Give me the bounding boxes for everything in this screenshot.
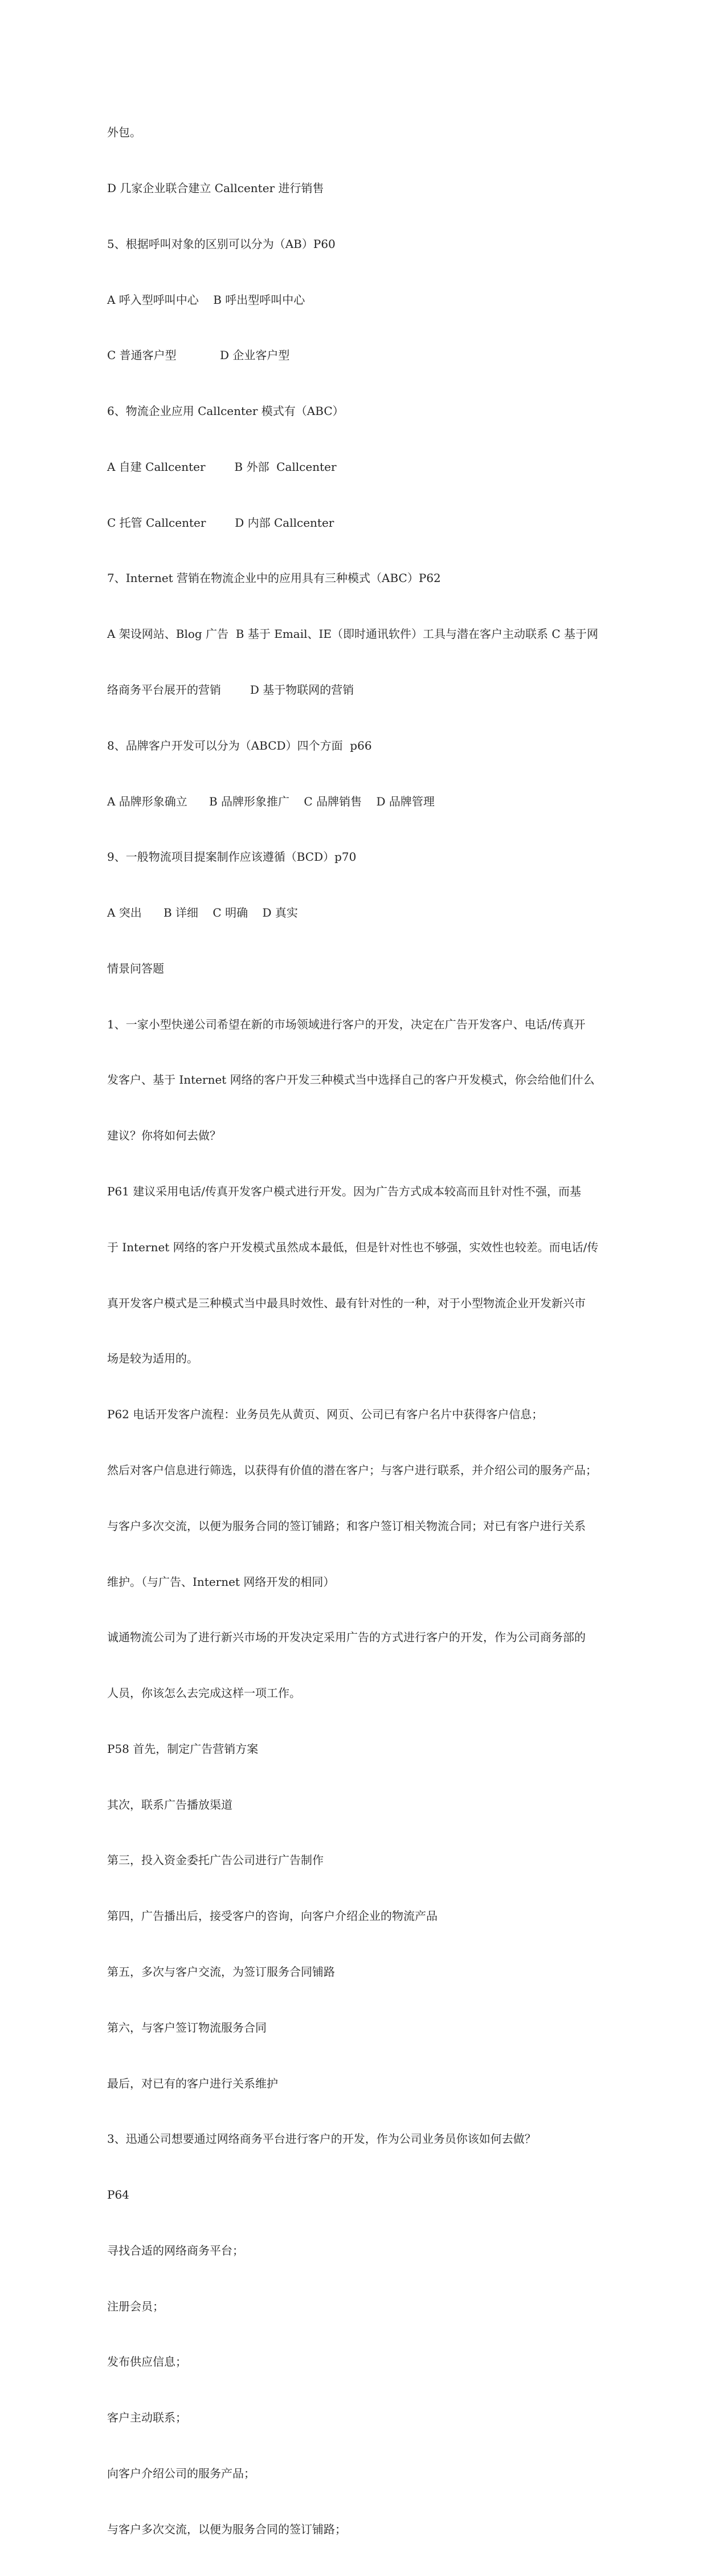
question-line: 发客户、基于 Internet 网络的客户开发三种模式当中选择自己的客户开发模式，你会给他们什么	[107, 1073, 595, 1087]
answer-line: 于 Internet 网络的客户开发模式虽然成本最低，但是针对性也不够强，实效性也较差。而电话/传	[107, 1240, 599, 1254]
option-line: A 架设网站、Blog 广告 B 基于 Email、IE（即时通讯软件）工具与潜在客户主动联系 C 基于网	[107, 627, 599, 641]
answer-line: P61 建议采用电话/传真开发客户模式进行开发。因为广告方式成本较高而且针对性不强，而基	[107, 1185, 582, 1199]
question-line: 1、一家小型快递公司希望在新的市场领域进行客户的开发，决定在广告开发客户、电话/传真开	[107, 1017, 586, 1031]
question-line: 7、Internet 营销在物流企业中的应用具有三种模式（ABC）P62	[107, 571, 441, 585]
option-line: A 突出 B 详细 C 明确 D 真实	[107, 906, 298, 920]
question-line: 9、一般物流项目提案制作应该遵循（BCD）p70	[107, 850, 357, 864]
question-line: 人员，你该怎么去完成这样一项工作。	[107, 1686, 301, 1700]
question-line: 8、品牌客户开发可以分为（ABCD）四个方面 p66	[107, 738, 372, 752]
question-line: 3、迅通公司想要通过网络商务平台进行客户的开发，作为公司业务员你该如何去做？	[107, 2132, 536, 2146]
option-line: C 普通客户型 D 企业客户型	[107, 348, 290, 363]
option-line: C 托管 Callcenter D 内部 Callcenter	[107, 515, 334, 530]
question-line: 诚通物流公司为了进行新兴市场的开发决定采用广告的方式进行客户的开发，作为公司商务部的	[107, 1630, 586, 1645]
option-line: 络商务平台展开的营销 D 基于物联网的营销	[107, 683, 354, 697]
answer-line: 最后，对已有的客户进行关系维护	[107, 2076, 278, 2090]
answer-line: 注册会员；	[107, 2299, 164, 2313]
answer-line: 发布供应信息；	[107, 2355, 187, 2369]
answer-line: 与客户多次交流，以便为服务合同的签订铺路；和客户签订相关物流合同；对已有客户进行关系	[107, 1519, 586, 1533]
option-line: A 品牌形象确立 B 品牌形象推广 C 品牌销售 D 品牌管理	[107, 794, 435, 808]
answer-line: 与客户多次交流，以便为服务合同的签订铺路；	[107, 2522, 346, 2536]
answer-line: P64	[107, 2188, 129, 2202]
answer-line: P58 首先，制定广告营销方案	[107, 1741, 259, 1756]
answer-line: P62 电话开发客户流程：业务员先从黄页、网页、公司已有客户名片中获得客户信息；	[107, 1407, 543, 1422]
answer-line: 第六，与客户签订物流服务合同	[107, 2020, 267, 2034]
question-line: 建议？你将如何去做？	[107, 1129, 221, 1143]
document-body	[107, 86, 604, 2576]
question-line: 6、物流企业应用 Callcenter 模式有（ABC）	[107, 404, 344, 418]
option-line: A 呼入型呼叫中心 B 呼出型呼叫中心	[107, 292, 305, 307]
answer-line: 第三，投入资金委托广告公司进行广告制作	[107, 1853, 324, 1867]
answer-line: 维护。（与广告、Internet 网络开发的相同）	[107, 1574, 335, 1589]
text-line: D 几家企业联合建立 Callcenter 进行销售	[107, 181, 324, 195]
answer-line: 寻找合适的网络商务平台；	[107, 2243, 244, 2257]
answer-line: 场是较为适用的。	[107, 1352, 198, 1366]
text-line: 外包。	[107, 125, 141, 140]
answer-line: 客户主动联系；	[107, 2411, 187, 2425]
option-line: A 自建 Callcenter B 外部 Callcenter	[107, 459, 337, 474]
answer-line: 第五，多次与客户交流，为签订服务合同铺路	[107, 1964, 335, 1979]
answer-line: 真开发客户模式是三种模式当中最具时效性、最有针对性的一种，对于小型物流企业开发新兴市	[107, 1296, 586, 1310]
section-heading: 情景问答题	[107, 961, 164, 975]
answer-line: 向客户介绍公司的服务产品；	[107, 2467, 255, 2480]
question-line: 5、根据呼叫对象的区别可以分为（AB）P60	[107, 237, 336, 251]
answer-line: 其次，联系广告播放渠道	[107, 1797, 232, 1812]
answer-line: 第四，广告播出后，接受客户的咨询，向客户介绍企业的物流产品	[107, 1909, 438, 1923]
answer-line: 然后对客户信息进行筛选，以获得有价值的潜在客户；与客户进行联系，并介绍公司的服务产品；	[107, 1463, 597, 1477]
